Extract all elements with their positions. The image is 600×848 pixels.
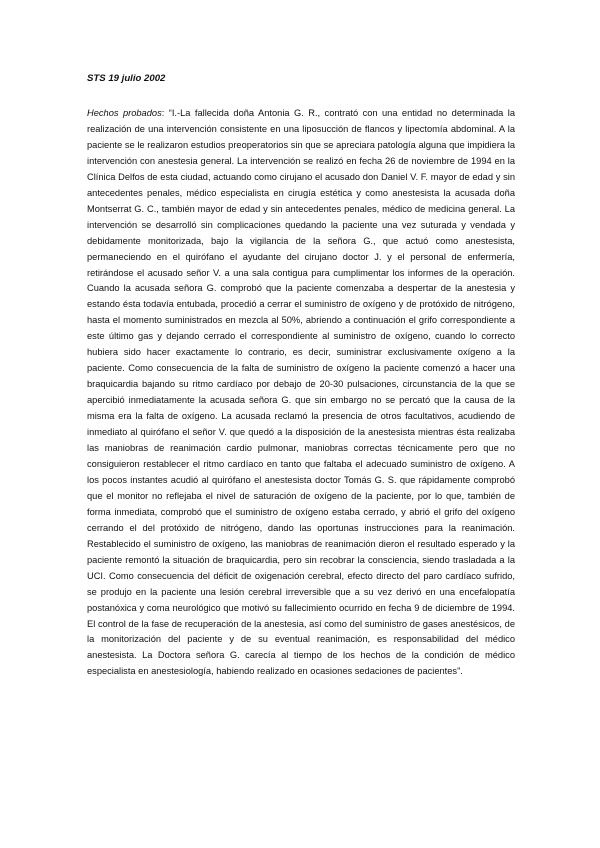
hechos-probados-label: Hechos probados [87,108,162,118]
hechos-probados-text: “I.-La fallecida doña Antonia G. R., contrató con una entidad no determinada la realización de una intervención consistente en una liposucción de flancos y lipectomía abdominal. A la paciente se le realizaron estudios preoperatorios sin que se apreciara patología alguna que impidiera la intervención con anestesia general. La intervención se realizó en fecha 26 de noviembre de 1994 en la Clínica Delfos de esta ciudad, actuando como cirujano el acusado don Daniel V. F. mayor de edad y sin antecedentes penales, médico especialista en cirugía estética y como anestesista la acusada doña Montserrat G. C., también mayor de edad y sin antecedentes penales, médico de medicina general. La intervención se desarrolló sin complicaciones quedando la paciente una vez suturada y vendada y debidamente monitorizada, bajo la vigilancia de la señora G., que actuó como anestesista, permaneciendo en el quirófano el ayudante del cirujano doctor J. y el personal de enfermería, retirándose el acusado señor V. a una sala contigua para cumplimentar los informes de la operación. Cuando la acusada señora G. comprobó que la paciente comenzaba a despertar de la anestesia y estando ésta todavía entubada, procedió a cerrar el suministro de oxígeno y de protóxido de nitrógeno, hasta el momento suministrados en mezcla al 50%, abriendo a continuación el grifo correspondiente a este último gas y dejando cerrado el correspondiente al suministro de oxígeno, cuando lo correcto hubiera sido hacer exactamente lo contrario, es decir, suministrar exclusivamente oxígeno a la paciente. Como consecuencia de la falta de suministro de oxígeno la paciente comenzó a hacer una braquicardia bajando su ritmo cardíaco por debajo de 20-30 pulsaciones, circunstancia de la que se apercibió inmediatamente la acusada señora G. que sin embargo no se percató que la causa de la misma era la falta de oxígeno. La acusada reclamó la presencia de otros facultativos, acudiendo de inmediato al quirófano el señor V. que quedó a la disposición de la anestesista mientras ésta realizaba las maniobras de reanimación cardio pulmonar, maniobras correctas técnicamente pero que no consiguieron restablecer el ritmo cardíaco en tanto que faltaba el adecuado suministro de oxígeno. A los pocos instantes acudió al quirófano el anestesista doctor Tomás G. S. que rápidamente comprobó que el monitor no reflejaba el nivel de saturación de oxígeno de la paciente, por lo que, también de forma inmediata, comprobó que el suministro de oxígeno estaba cerrado, y abrió el grifo del oxígeno cerrando el del protóxido de nitrógeno, dando las oportunas instrucciones para la reanimación. Restablecido el suministro de oxígeno, las maniobras de reanimación dieron el resultado esperado y la paciente remontó la situación de braquicardia, pero sin recobrar la consciencia, siendo trasladada a la UCI. Como consecuencia del déficit de oxigenación cerebral, efecto directo del paro cardíaco sufrido, se produjo en la paciente una lesión cerebral irreversible que a su vez derivó en una encefalopatía postanóxica y coma neurológico que motivó su fallecimiento ocurrido en fecha 9 de diciembre de 1994. El control de la fase de recuperación de la anestesia, así como del suministro de gases anestésicos, de la monitorización del paciente y de su eventual reanimación, es responsabilidad del médico anestesista. La Doctora señora G. carecía al tiempo de los hechos de la condición de médico especialista en anestesiología, habiendo realizado en ocasiones sedaciones de pacientes”. [87,108,515,677]
label-separator: : [161,108,169,118]
hechos-probados-paragraph [87,106,515,680]
document-heading: STS 19 julio 2002 [87,73,166,84]
